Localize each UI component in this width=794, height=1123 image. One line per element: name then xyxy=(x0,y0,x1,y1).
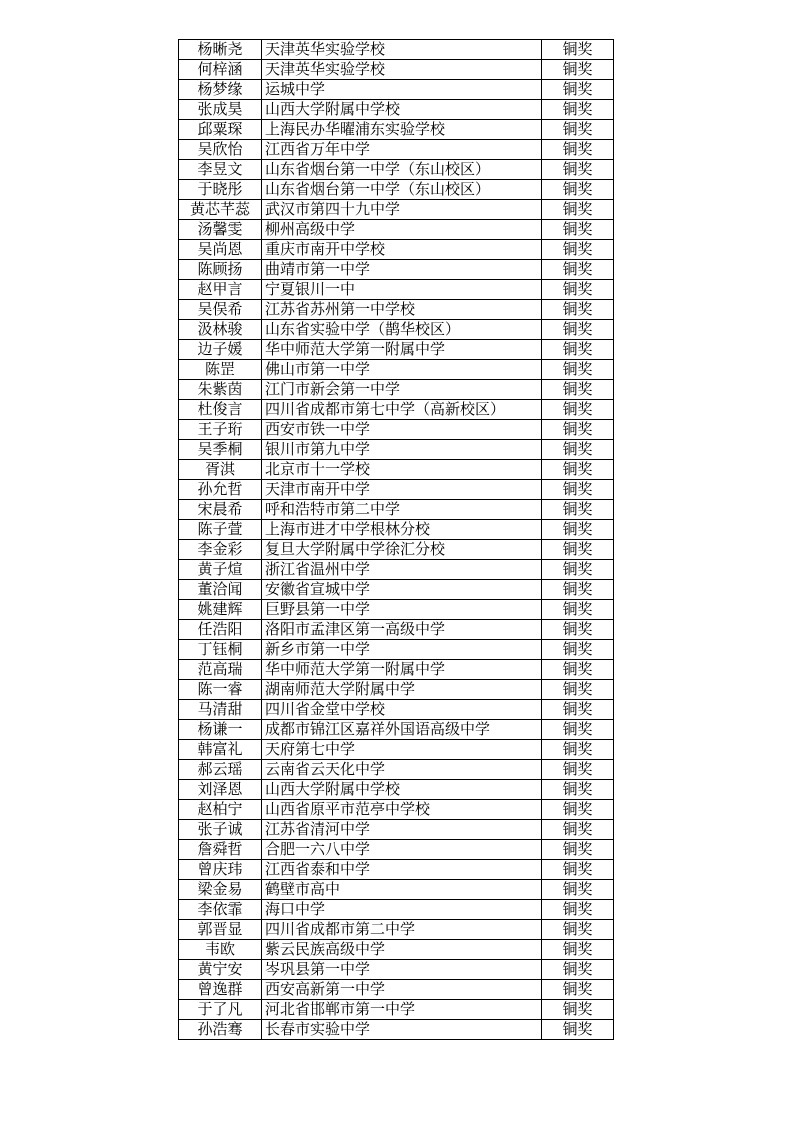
table-row xyxy=(179,480,614,500)
award-level-cell: 铜奖 xyxy=(542,600,614,620)
award-level-cell: 铜奖 xyxy=(542,680,614,700)
award-level-cell: 铜奖 xyxy=(542,1020,614,1040)
award-level-cell: 铜奖 xyxy=(542,800,614,820)
school-name-cell: 巨野县第一中学 xyxy=(262,600,542,620)
table-row xyxy=(179,120,614,140)
award-level-cell: 铜奖 xyxy=(542,620,614,640)
student-name-cell: 王子珩 xyxy=(179,420,262,440)
school-name-cell: 佛山市第一中学 xyxy=(262,360,542,380)
table-row xyxy=(179,420,614,440)
award-level-cell: 铜奖 xyxy=(542,280,614,300)
student-name-cell: 吴欣怡 xyxy=(179,140,262,160)
school-name-cell: 山西大学附属中学校 xyxy=(262,780,542,800)
student-name-cell: 朱紫茵 xyxy=(179,380,262,400)
award-level-cell: 铜奖 xyxy=(542,540,614,560)
student-name-cell: 赵柏宁 xyxy=(179,800,262,820)
table-row xyxy=(179,280,614,300)
table-row xyxy=(179,180,614,200)
award-list-table xyxy=(178,39,614,1040)
table-row xyxy=(179,760,614,780)
student-name-cell: 梁金易 xyxy=(179,880,262,900)
table-row xyxy=(179,300,614,320)
school-name-cell: 长春市实验中学 xyxy=(262,1020,542,1040)
award-level-cell: 铜奖 xyxy=(542,140,614,160)
school-name-cell: 天津市南开中学 xyxy=(262,480,542,500)
student-name-cell: 孙允哲 xyxy=(179,480,262,500)
award-level-cell: 铜奖 xyxy=(542,860,614,880)
school-name-cell: 四川省成都市第二中学 xyxy=(262,920,542,940)
table-row xyxy=(179,440,614,460)
table-row xyxy=(179,920,614,940)
award-level-cell: 铜奖 xyxy=(542,500,614,520)
table-row xyxy=(179,940,614,960)
school-name-cell: 江西省泰和中学 xyxy=(262,860,542,880)
student-name-cell: 吴季桐 xyxy=(179,440,262,460)
school-name-cell: 江苏省清河中学 xyxy=(262,820,542,840)
table-row xyxy=(179,1020,614,1040)
student-name-cell: 宋晨希 xyxy=(179,500,262,520)
award-level-cell: 铜奖 xyxy=(542,320,614,340)
student-name-cell: 汤馨雯 xyxy=(179,220,262,240)
student-name-cell: 范高瑞 xyxy=(179,660,262,680)
student-name-cell: 杨梦缘 xyxy=(179,80,262,100)
school-name-cell: 河北省邯郸市第一中学 xyxy=(262,1000,542,1020)
school-name-cell: 天津英华实验学校 xyxy=(262,40,542,60)
award-level-cell: 铜奖 xyxy=(542,480,614,500)
table-row xyxy=(179,360,614,380)
school-name-cell: 天津英华实验学校 xyxy=(262,60,542,80)
student-name-cell: 杜俊言 xyxy=(179,400,262,420)
school-name-cell: 江西省万年中学 xyxy=(262,140,542,160)
award-level-cell: 铜奖 xyxy=(542,440,614,460)
award-level-cell: 铜奖 xyxy=(542,760,614,780)
award-level-cell: 铜奖 xyxy=(542,840,614,860)
student-name-cell: 黄芯芊蕊 xyxy=(179,200,262,220)
school-name-cell: 湖南师范大学附属中学 xyxy=(262,680,542,700)
table-row xyxy=(179,820,614,840)
student-name-cell: 韩富礼 xyxy=(179,740,262,760)
school-name-cell: 新乡市第一中学 xyxy=(262,640,542,660)
table-row xyxy=(179,960,614,980)
award-level-cell: 铜奖 xyxy=(542,80,614,100)
award-level-cell: 铜奖 xyxy=(542,720,614,740)
award-level-cell: 铜奖 xyxy=(542,160,614,180)
school-name-cell: 银川市第九中学 xyxy=(262,440,542,460)
school-name-cell: 鹤壁市高中 xyxy=(262,880,542,900)
table-row xyxy=(179,540,614,560)
school-name-cell: 山东省烟台第一中学（东山校区） xyxy=(262,180,542,200)
table-row xyxy=(179,460,614,480)
award-level-cell: 铜奖 xyxy=(542,580,614,600)
award-level-cell: 铜奖 xyxy=(542,60,614,80)
award-level-cell: 铜奖 xyxy=(542,180,614,200)
student-name-cell: 黄宁安 xyxy=(179,960,262,980)
school-name-cell: 运城中学 xyxy=(262,80,542,100)
school-name-cell: 山东省烟台第一中学（东山校区） xyxy=(262,160,542,180)
student-name-cell: 陈罡 xyxy=(179,360,262,380)
student-name-cell: 郭晋显 xyxy=(179,920,262,940)
award-level-cell: 铜奖 xyxy=(542,960,614,980)
student-name-cell: 李金彩 xyxy=(179,540,262,560)
student-name-cell: 赵甲言 xyxy=(179,280,262,300)
table-row xyxy=(179,620,614,640)
award-level-cell: 铜奖 xyxy=(542,40,614,60)
school-name-cell: 西安市铁一中学 xyxy=(262,420,542,440)
student-name-cell: 孙浩骞 xyxy=(179,1020,262,1040)
award-level-cell: 铜奖 xyxy=(542,300,614,320)
school-name-cell: 四川省金堂中学校 xyxy=(262,700,542,720)
table-row xyxy=(179,680,614,700)
student-name-cell: 杨晰尧 xyxy=(179,40,262,60)
school-name-cell: 重庆市南开中学校 xyxy=(262,240,542,260)
table-row xyxy=(179,200,614,220)
school-name-cell: 海口中学 xyxy=(262,900,542,920)
award-level-cell: 铜奖 xyxy=(542,820,614,840)
school-name-cell: 上海民办华曜浦东实验学校 xyxy=(262,120,542,140)
award-level-cell: 铜奖 xyxy=(542,220,614,240)
table-row xyxy=(179,700,614,720)
school-name-cell: 天府第七中学 xyxy=(262,740,542,760)
student-name-cell: 张成昊 xyxy=(179,100,262,120)
table-row xyxy=(179,900,614,920)
school-name-cell: 北京市十一学校 xyxy=(262,460,542,480)
award-level-cell: 铜奖 xyxy=(542,240,614,260)
school-name-cell: 西安高新第一中学 xyxy=(262,980,542,1000)
table-row xyxy=(179,320,614,340)
school-name-cell: 曲靖市第一中学 xyxy=(262,260,542,280)
award-level-cell: 铜奖 xyxy=(542,780,614,800)
table-row xyxy=(179,600,614,620)
school-name-cell: 复旦大学附属中学徐汇分校 xyxy=(262,540,542,560)
table-row xyxy=(179,40,614,60)
table-row xyxy=(179,80,614,100)
school-name-cell: 江苏省苏州第一中学校 xyxy=(262,300,542,320)
school-name-cell: 华中师范大学第一附属中学 xyxy=(262,660,542,680)
student-name-cell: 曾逸群 xyxy=(179,980,262,1000)
student-name-cell: 姚建辉 xyxy=(179,600,262,620)
student-name-cell: 詹舜哲 xyxy=(179,840,262,860)
table-row xyxy=(179,860,614,880)
student-name-cell: 于了凡 xyxy=(179,1000,262,1020)
school-name-cell: 四川省成都市第七中学（高新校区） xyxy=(262,400,542,420)
award-level-cell: 铜奖 xyxy=(542,1000,614,1020)
table-row xyxy=(179,60,614,80)
award-level-cell: 铜奖 xyxy=(542,520,614,540)
student-name-cell: 曾庆玮 xyxy=(179,860,262,880)
school-name-cell: 合肥一六八中学 xyxy=(262,840,542,860)
school-name-cell: 柳州高级中学 xyxy=(262,220,542,240)
award-level-cell: 铜奖 xyxy=(542,980,614,1000)
table-row xyxy=(179,140,614,160)
school-name-cell: 宁夏银川一中 xyxy=(262,280,542,300)
student-name-cell: 陈顾扬 xyxy=(179,260,262,280)
table-row xyxy=(179,400,614,420)
student-name-cell: 刘泽恩 xyxy=(179,780,262,800)
student-name-cell: 李昱文 xyxy=(179,160,262,180)
award-level-cell: 铜奖 xyxy=(542,420,614,440)
student-name-cell: 黄子煊 xyxy=(179,560,262,580)
table-row xyxy=(179,220,614,240)
award-level-cell: 铜奖 xyxy=(542,460,614,480)
table-row xyxy=(179,520,614,540)
student-name-cell: 任浩阳 xyxy=(179,620,262,640)
table-row xyxy=(179,380,614,400)
award-level-cell: 铜奖 xyxy=(542,200,614,220)
table-row xyxy=(179,560,614,580)
table-row xyxy=(179,780,614,800)
student-name-cell: 陈子萱 xyxy=(179,520,262,540)
table-row xyxy=(179,1000,614,1020)
award-level-cell: 铜奖 xyxy=(542,400,614,420)
table-row xyxy=(179,800,614,820)
school-name-cell: 山西大学附属中学校 xyxy=(262,100,542,120)
award-level-cell: 铜奖 xyxy=(542,120,614,140)
table-row xyxy=(179,840,614,860)
student-name-cell: 马清甜 xyxy=(179,700,262,720)
school-name-cell: 江门市新会第一中学 xyxy=(262,380,542,400)
student-name-cell: 吴尚恩 xyxy=(179,240,262,260)
school-name-cell: 呼和浩特市第二中学 xyxy=(262,500,542,520)
student-name-cell: 陈一睿 xyxy=(179,680,262,700)
student-name-cell: 张子诚 xyxy=(179,820,262,840)
table-row xyxy=(179,160,614,180)
student-name-cell: 李依霏 xyxy=(179,900,262,920)
school-name-cell: 华中师范大学第一附属中学 xyxy=(262,340,542,360)
school-name-cell: 武汉市第四十九中学 xyxy=(262,200,542,220)
student-name-cell: 边子媛 xyxy=(179,340,262,360)
award-level-cell: 铜奖 xyxy=(542,900,614,920)
school-name-cell: 紫云民族高级中学 xyxy=(262,940,542,960)
award-level-cell: 铜奖 xyxy=(542,880,614,900)
student-name-cell: 杨谦一 xyxy=(179,720,262,740)
award-level-cell: 铜奖 xyxy=(542,940,614,960)
award-level-cell: 铜奖 xyxy=(542,700,614,720)
school-name-cell: 山东省实验中学（鹊华校区） xyxy=(262,320,542,340)
award-level-cell: 铜奖 xyxy=(542,560,614,580)
award-level-cell: 铜奖 xyxy=(542,740,614,760)
school-name-cell: 岑巩县第一中学 xyxy=(262,960,542,980)
school-name-cell: 安徽省宣城中学 xyxy=(262,580,542,600)
student-name-cell: 吴俣希 xyxy=(179,300,262,320)
award-level-cell: 铜奖 xyxy=(542,920,614,940)
school-name-cell: 洛阳市孟津区第一高级中学 xyxy=(262,620,542,640)
student-name-cell: 邱粟琛 xyxy=(179,120,262,140)
student-name-cell: 何梓涵 xyxy=(179,60,262,80)
school-name-cell: 山西省原平市范亭中学校 xyxy=(262,800,542,820)
award-level-cell: 铜奖 xyxy=(542,100,614,120)
school-name-cell: 上海市进才中学根林分校 xyxy=(262,520,542,540)
school-name-cell: 成都市锦江区嘉祥外国语高级中学 xyxy=(262,720,542,740)
school-name-cell: 云南省云天化中学 xyxy=(262,760,542,780)
award-level-cell: 铜奖 xyxy=(542,660,614,680)
award-level-cell: 铜奖 xyxy=(542,360,614,380)
student-name-cell: 董洽闻 xyxy=(179,580,262,600)
table-row xyxy=(179,260,614,280)
student-name-cell: 韦欧 xyxy=(179,940,262,960)
table-row xyxy=(179,980,614,1000)
student-name-cell: 丁钰桐 xyxy=(179,640,262,660)
table-row xyxy=(179,580,614,600)
table-row xyxy=(179,720,614,740)
award-list-body xyxy=(179,40,614,1040)
table-row xyxy=(179,240,614,260)
table-row xyxy=(179,740,614,760)
table-row xyxy=(179,660,614,680)
student-name-cell: 胥淇 xyxy=(179,460,262,480)
student-name-cell: 汲林骏 xyxy=(179,320,262,340)
student-name-cell: 于晓彤 xyxy=(179,180,262,200)
student-name-cell: 郝云瑶 xyxy=(179,760,262,780)
award-level-cell: 铜奖 xyxy=(542,380,614,400)
table-row xyxy=(179,340,614,360)
table-row xyxy=(179,100,614,120)
table-row xyxy=(179,880,614,900)
table-row xyxy=(179,500,614,520)
award-level-cell: 铜奖 xyxy=(542,640,614,660)
award-level-cell: 铜奖 xyxy=(542,340,614,360)
table-row xyxy=(179,640,614,660)
school-name-cell: 浙江省温州中学 xyxy=(262,560,542,580)
award-level-cell: 铜奖 xyxy=(542,260,614,280)
